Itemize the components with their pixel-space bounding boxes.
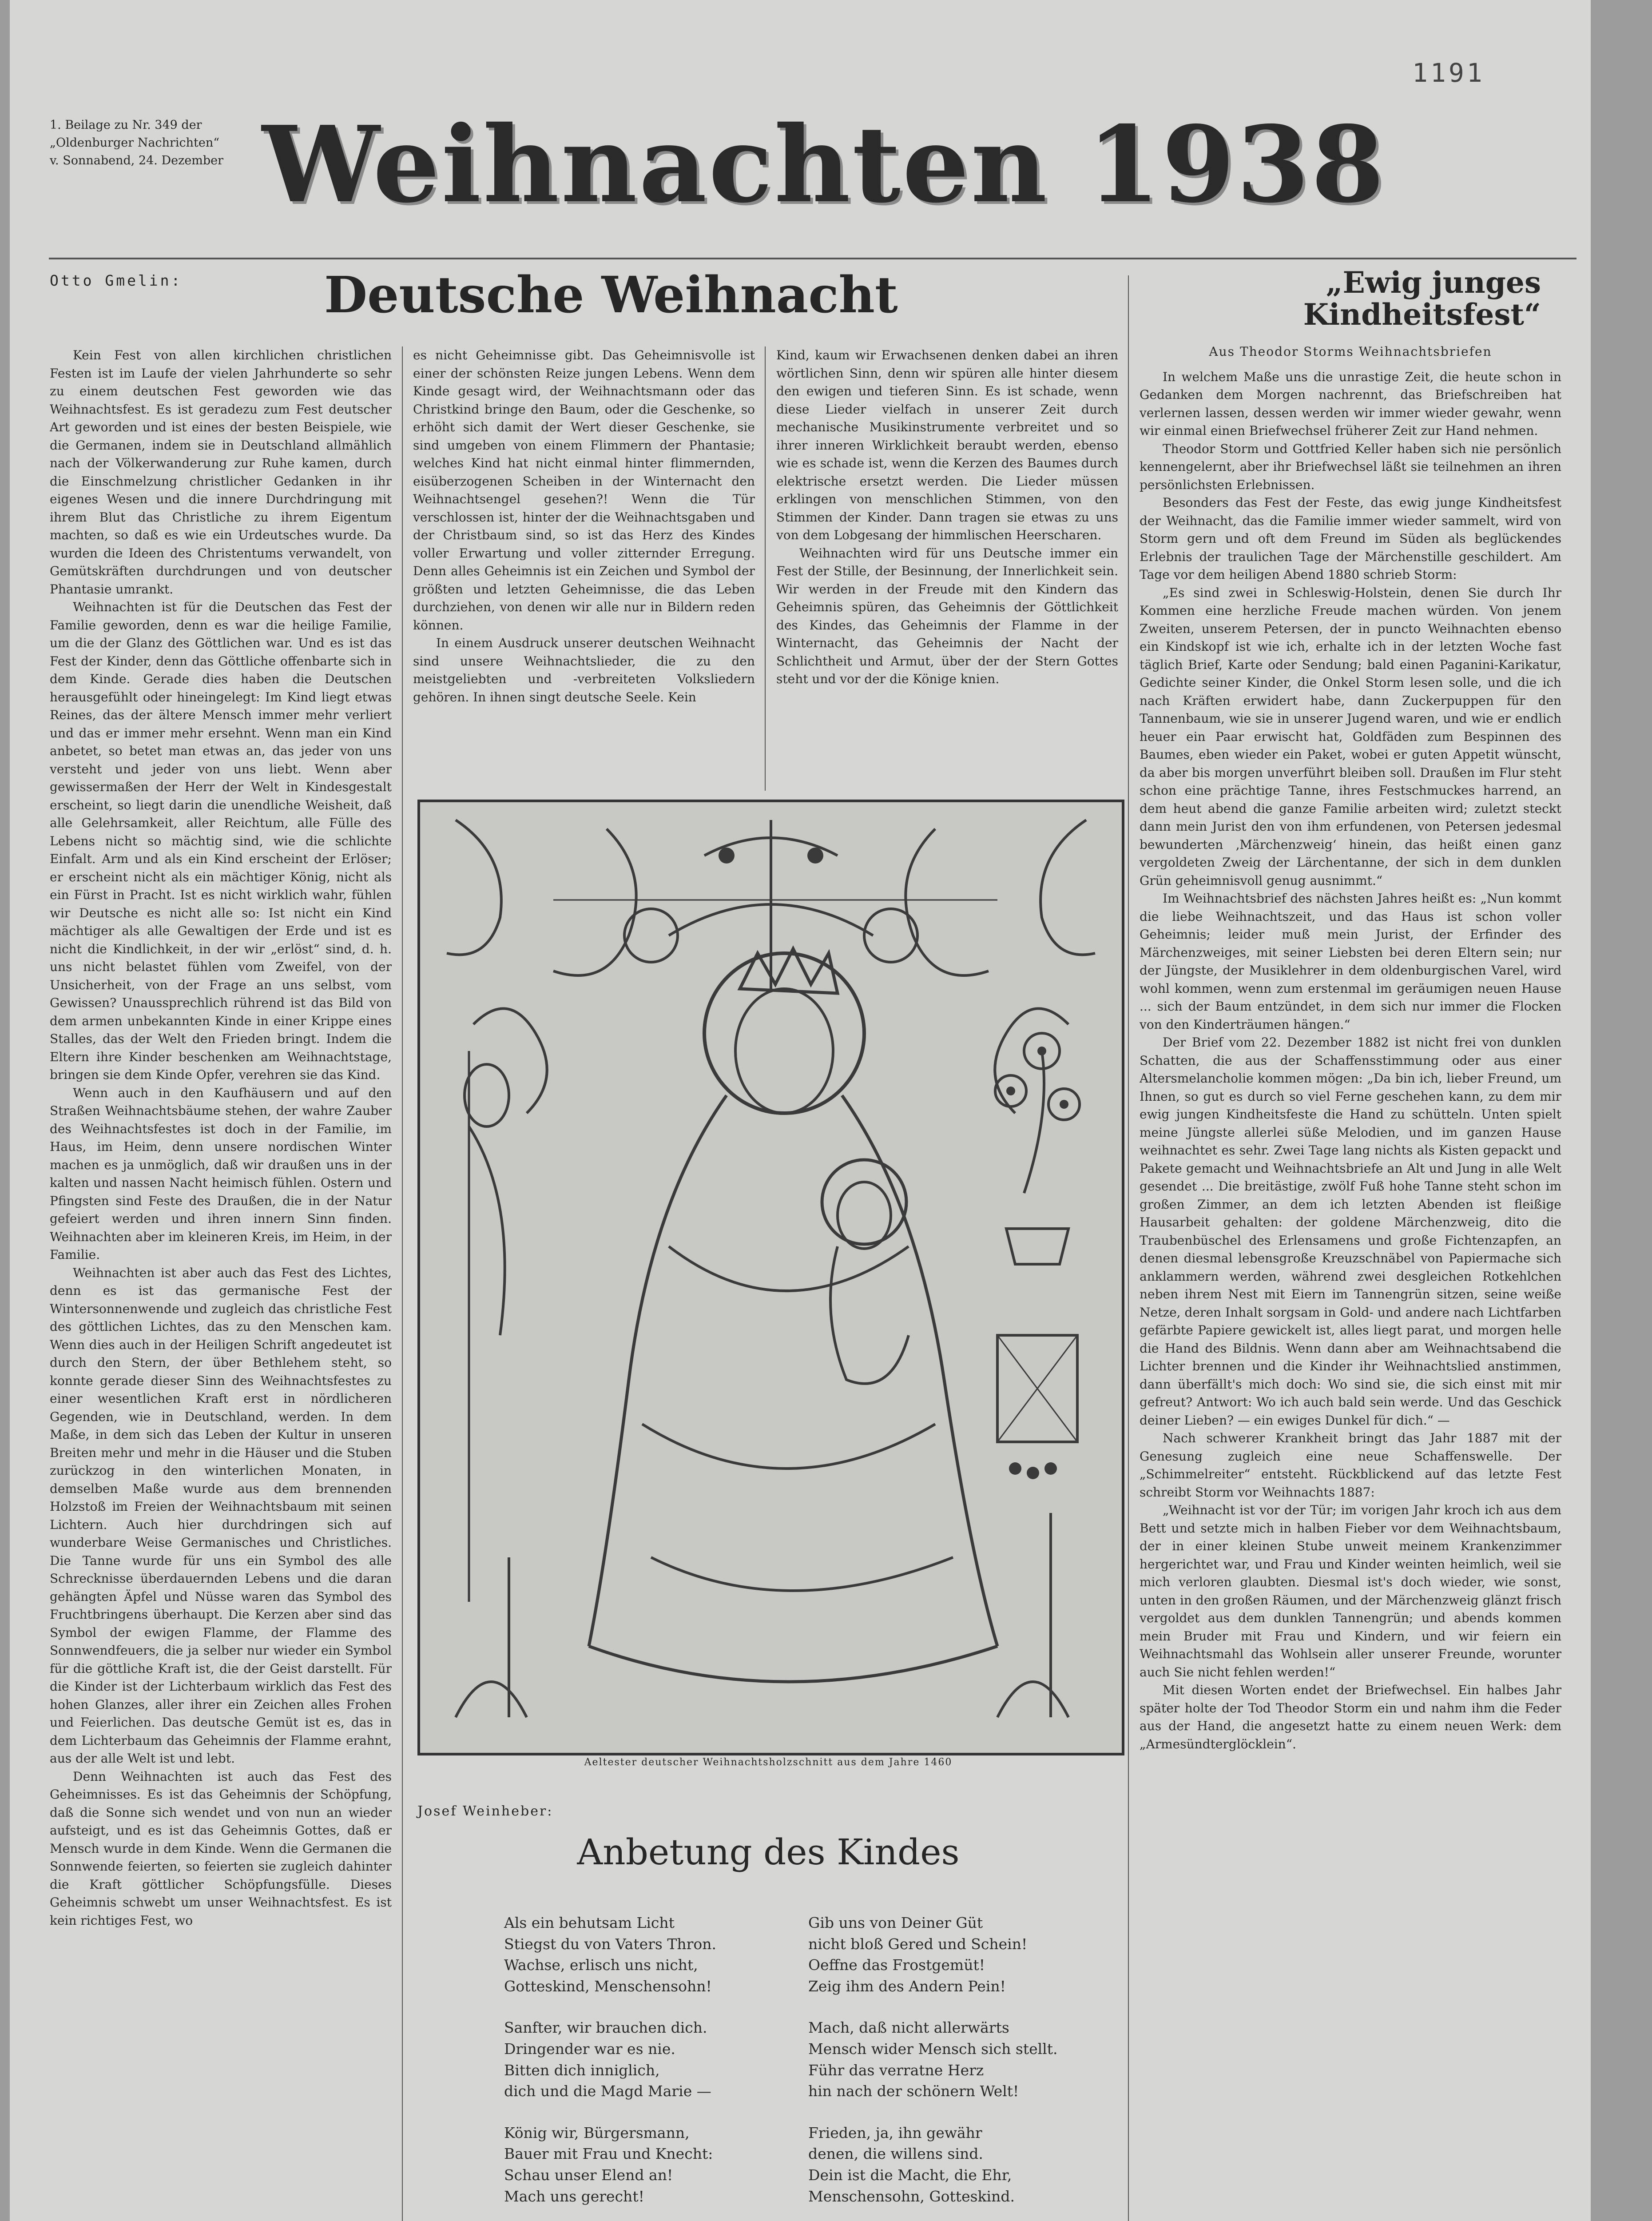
poem-stanza	[808, 2122, 1110, 2207]
article2-title	[1141, 267, 1541, 330]
poem-line: Menschensohn, Gotteskind.	[808, 2187, 1015, 2205]
poem-line: Sanfter, wir brauchen dich.	[504, 2019, 707, 2037]
article2-subtitle: Aus Theodor Storms Weihnachtsbriefen	[1209, 344, 1492, 359]
title-line: „Ewig junges	[1326, 265, 1541, 300]
poem-line: Mach, daß nicht allerwärts	[808, 2019, 1009, 2037]
article-paragraph: „Weihnacht ist vor der Tür; im vorigen Jahr kroch ich aus dem Bett und setzte mich in halben Fieber vor dem Weihnachtsbaum, der in einer kleinen Stube unweit meinem Krankenzimmer hergerichtet war, und Frau und Kinder weinten heimlich, weil sie mich verloren glaubten. Diesmal ist's doch wieder, wie sonst, unten in den großen Räumen, und der Märchenzweig glänzt frisch vergoldet aus dem dunklen Tannengrün; und abends kommen mein Bruder mit Frau und Kindern, und wir feiern ein Weihnachtsmahl das Wohlsein aller unserer Freunde, worunter auch Sie nicht fehlen werden!“	[1140, 1503, 1561, 1680]
supplement-line: v. Sonnabend, 24. Dezember	[50, 154, 224, 167]
poem-line: Bauer mit Frau und Knecht:	[504, 2145, 713, 2163]
poem-line: Wachse, erlisch uns nicht,	[504, 1956, 698, 1974]
poem-line: nicht bloß Gered und Schein!	[808, 1935, 1028, 1953]
poem-title: Anbetung des Kindes	[577, 1831, 960, 1873]
page-number: 1191	[1412, 58, 1485, 88]
poem-line: Stiegst du von Vaters Thron.	[504, 1935, 717, 1953]
article-paragraph: Weihnachten ist für die Deutschen das Fest der Familie geworden, denn es war die heilige Familie, um die der Glanz des Göttlichen war. Und es ist das Fest der Kinder, denn das Göttliche offenbarte sich in dem Kinde. Gerade dies haben die Deutschen herausgefühlt oder hineingelegt: Im Kind liegt etwas Reines, das der ältere Mensch immer mehr verliert und das er immer mehr ersehnt. Wenn man ein Kind anbetet, so betet man etwas an, das jeder von uns versteht und jeder von uns liebt. Wenn aber gewissermaßen der Herr der Welt in Kindesgestalt erscheint, so liegt darin die unendliche Weisheit, daß alle Gelehrsamkeit, aller Reichtum, alle Fülle des Lebens nicht so mächtig sind, wie die schlichte Einfalt. Arm und als ein Kind erscheint der Erlöser; er erscheint nicht als ein mächtiger König, nicht als ein Fürst in Pracht. Ist es nicht wirklich wahr, fühlen wir Deutsche es nicht alle so: Ist nicht ein Kind mächtiger als alle Gewaltigen der Erde und ist es nicht die Kindlichkeit, in der wir „erlöst“ sind, d. h. uns nicht belastet fühlen vom Zweifel, von der Unsicherheit, von der Frage an uns selbst, vom Gewissen? Unaussprechlich rührend ist das Bild von dem armen unbekannten Kinde in einer Krippe eines Stalles, das der Welt den Frieden bringt. Indem die Eltern ihre Kinder beschenken am Weihnachtstage, bringen sie dem Kinde Opfer, verehren sie das Kind.	[50, 600, 392, 1082]
article-column-2	[413, 346, 755, 791]
article-column-3	[776, 346, 1118, 791]
poem-line: Bitten dich inniglich,	[504, 2061, 660, 2079]
article-paragraph: Besonders das Fest der Feste, das ewig junge Kindheitsfest der Weihnacht, das die Familie immer wieder sammelt, wird von Storm gern und oft dem Freund im Süden als beglückendes Erlebnis der traulichen Tage der Märchenstille geschildert. Am Tage vor dem heiligen Abend 1880 schrieb Storm:	[1140, 495, 1561, 582]
poem-line: Mensch wider Mensch sich stellt.	[808, 2040, 1058, 2058]
poem-line: Frieden, ja, ihn gewähr	[808, 2124, 982, 2141]
article-paragraph: Kind, kaum wir Erwachsenen denken dabei an ihren wörtlichen Sinn, denn wir spüren alle hinter diesem den ewigen und tieferen Sinn. Es ist schade, wenn diese Lieder vielfach in unserer Zeit durch mechanische Musikinstrumente verbreitet und so ihrer inneren Wirklichkeit beraubt werden, ebenso wie es schade ist, wenn die Kerzen des Baumes durch elektrische ersetzt werden. Die Lieder müssen erklingen von menschlichen Stimmen, von den Stimmen der Kinder. Dann tragen sie etwas zu uns von dem Lobgesang der himmlischen Heerscharen.	[776, 348, 1118, 542]
poem-line: König wir, Bürgersmann,	[504, 2124, 690, 2141]
poem-line: denen, die willens sind.	[808, 2145, 983, 2163]
poem-line: dich und die Magd Marie —	[504, 2082, 711, 2100]
poem-author: Josef Weinheber:	[417, 1803, 553, 1819]
poem-line: Oeffne das Frostgemüt!	[808, 1956, 985, 1974]
madonna-woodcut-image	[420, 802, 1122, 1753]
supplement-line: 1. Beilage zu Nr. 349 der	[50, 118, 202, 132]
article-paragraph: Weihnachten wird für uns Deutsche immer ein Fest der Stille, der Besinnung, der Innerlichkeit sein. Wir werden in der Freude mit den Kindern das Geheimnis spüren, das Geheimnis der Göttlichkeit des Kindes, das Geheimnis der Flamme in der Winternacht, das Geheimnis der Nacht der Schlichtheit und Armut, über der der Stern Gottes steht und vor der die Könige knien.	[776, 545, 1118, 686]
article-title: Deutsche Weihnacht	[324, 266, 898, 324]
poem-line: Als ein behutsam Licht	[504, 1914, 675, 1931]
poem-line: Schau unser Elend an!	[504, 2166, 673, 2184]
poem-line: Dein ist die Macht, die Ehr,	[808, 2166, 1012, 2184]
column-divider	[765, 346, 766, 791]
article-author: Otto Gmelin:	[50, 272, 183, 289]
poem-line: Gotteskind, Menschensohn!	[504, 1977, 712, 1995]
poem-line: hin nach der schönern Welt!	[808, 2082, 1019, 2100]
supplement-info	[50, 116, 236, 170]
woodcut-illustration	[417, 800, 1124, 1755]
poem-line: Zeig ihm des Andern Pein!	[808, 1977, 1006, 1995]
poem-column-1	[504, 1912, 793, 2221]
article-paragraph: In einem Ausdruck unserer deutschen Weihnacht sind unsere Weihnachtslieder, die zu den meistgeliebten und -verbreiteten Volksliedern gehören. In ihnen singt deutsche Seele. Kein	[413, 636, 755, 705]
article-paragraph: es nicht Geheimnisse gibt. Das Geheimnisvolle ist einer der schönsten Reize jungen Lebens. Wenn dem Kinde gesagt wird, der Weihnachtsmann oder das Christkind bringe den Baum, oder die Geschenke, so erhöht sich damit der Wert dieser Geschenke, sie sind umgeben von einem Flimmern der Phantasie; welches Kind hat nicht einmal hinter flimmernden, eisüberzogenen Scheiben in der Winternacht den Weihnachtsengel gesehen?! Wenn die Tür verschlossen ist, hinter der die Weihnachtsgaben und der Christbaum sind, so ist das Herz des Kindes voller Erwartung und voller zitternder Erregung. Denn alles Geheimnis ist ein Zeichen und Symbol der größten und letzten Geheimnisse, die das Leben durchziehen, von denen wir alle nur in Bildern reden können.	[413, 348, 755, 633]
poem-stanza	[808, 1912, 1110, 1997]
poem-stanza	[504, 2122, 793, 2207]
article-paragraph: In welchem Maße uns die unrastige Zeit, die heute schon in Gedanken dem Morgen nachrennt, das Briefschreiben hat verlernen lassen, dessen werden wir immer wieder gewahr, wenn wir einmal einen Briefwechsel früherer Zeit zur Hand nehmen.	[1140, 369, 1561, 438]
title-line: Kindheitsfest“	[1303, 297, 1541, 332]
column-divider	[1128, 275, 1129, 2221]
poem-line: Gib uns von Deiner Güt	[808, 1914, 983, 1931]
poem-stanza	[504, 2017, 793, 2102]
article-paragraph: Wenn auch in den Kaufhäusern und auf den Straßen Weihnachtsbäume stehen, der wahre Zauber des Weihnachtsfestes ist doch in der Familie, im Haus, im Heim, denn unsere nordischen Winter machen es ja unmöglich, daß wir draußen uns in der kalten und nassen Nacht heimisch fühlen. Ostern und Pfingsten sind Feste des Draußen, die in der Natur gefeiert werden und ihren innern Sinn finden. Weihnachten aber im kleineren Kreis, im Heim, in der Familie.	[50, 1085, 392, 1262]
column-divider	[402, 346, 403, 2221]
masthead-title: Weihnachten 1938	[262, 103, 1386, 226]
header-rule	[49, 258, 1577, 259]
poem-column-2	[808, 1912, 1110, 2221]
poem-line: Führ das verratne Herz	[808, 2061, 984, 2079]
article-paragraph: Mit diesen Worten endet der Briefwechsel. Ein halbes Jahr später holte der Tod Theodor Storm ein und nahm ihm die Feder aus der Hand, die angesetzt hatte zu einem neuen Werk: dem „Armesündterglöcklein“.	[1140, 1683, 1561, 1751]
poem-stanza	[808, 2017, 1110, 2102]
article-paragraph: Denn Weihnachten ist auch das Fest des Geheimnisses. Es ist das Geheimnis der Schöpfung, daß die Sonne sich wendet und von nun an wieder aufsteigt, und es ist das Geheimnis Gottes, daß er Mensch wurde in dem Kinde. Wenn die Germanen die Sonnwende feierten, so feierten sie zugleich dahinter die Kraft göttlicher Schöpfungsfülle. Dieses Geheimnis schwebt um unser Weihnachtsfest. Es ist kein richtiges Fest, wo	[50, 1769, 392, 1928]
article-paragraph: Kein Fest von allen kirchlichen christlichen Festen ist im Laufe der vielen Jahrhunderte so sehr zu einem deutschen Fest geworden wie das Weihnachtsfest. Es ist geradezu zum Fest deutscher Art geworden und ist eines der besten Beispiele, wie die Germanen, indem sie in Deutschland allmählich nach der Völkerwanderung zur Ruhe kamen, durch die Einschmelzung christlicher Gedanken in ihr eigenes Wesen und die innere Durchdringung mit ihrem Blut das Christliche zu ihrem Eigentum machten, so daß es wie ein Urdeutsches wurde. Da wurden die Ideen des Christentums verwandelt, von Gemütskräften durchdrungen und von deutscher Phantasie umrankt.	[50, 348, 392, 597]
article-paragraph: „Es sind zwei in Schleswig-Holstein, denen Sie durch Ihr Kommen eine herzliche Freude machen würden. Von jenem Zweiten, unserem Petersen, der in puncto Weihnachten ebenso ein Kindskopf ist wie ich, erhalte ich in der letzten Woche fast täglich Brief, Karte oder Sendung; bald einen Paganini-Karikatur, Gedichte seiner Kinder, die Onkel Storm lesen solle, und die ich nach Kräften erwidert habe, dann Zuckerpuppen für den Tannenbaum, wie sie in unserer Jugend waren, und wie er endlich heuer ein Paar erwischt hat, Goldfäden zum Bespinnen des Baumes, eben wieder ein Paket, wobei er guten Appetit wünscht, da aber bis morgen unverführt bleiben soll. Draußen im Flur steht schon eine prächtige Tanne, ihres Festschmuckes harrend, an dem heut abend die ganze Familie arbeiten wird; zuletzt steckt dann mein Jurist den von ihm erfundenen, von Petersen jedesmal bewunderten ‚Märchenzweig‘ hinein, das heißt einen ganz vergoldeten Zweig der Lärchentanne, der sich in dem dunklen Grün geheimnisvoll genug ausnimmt.“	[1140, 585, 1561, 888]
article-paragraph: Nach schwerer Krankheit bringt das Jahr 1887 mit der Genesung zugleich eine neue Schaffenswelle. Der „Schimmelreiter“ entsteht. Rückblickend auf das letzte Fest schreibt Storm vor Weihnachts 1887:	[1140, 1431, 1561, 1500]
poem-stanza	[504, 1912, 793, 1997]
article-paragraph: Der Brief vom 22. Dezember 1882 ist nicht frei von dunklen Schatten, die aus der Schaffensstimmung oder aus einer Altersmelancholie kommen mögen: „Da bin ich, lieber Freund, um Ihnen, so gut es durch so viel Ferne geschehen kann, zu dem mir ewig jungen Kindheitsfeste die Hand zu schütteln. Unten spielt meine Jüngste allerlei süße Melodien, und im ganzen Hause weihnachtet es sehr. Zwei Tage lang nichts als Kisten gepackt und Pakete gemacht und Weihnachtsbriefe an Alt und Jung in alle Welt gesendet ... Die breitästige, zwölf Fuß hohe Tanne steht schon im großen Zimmer, an dem ich letzten Abenden ist fleißige Hausarbeit gehalten: der goldene Märchenzweig, dito die Traubenbüschel des Erlensamens und große Fichtenzapfen, an denen diesmal lebensgroße Kreuzschnäbel von Papiermache sich anklammern werden, während zwei desgleichen Rotkehlchen neben ihrem Nest mit Eiern im Tannengrün sitzen, seine weiße Netze, deren Inhalt sorgsam in Gold- und andere nach Lichtfarben gefärbte Papiere gewickelt ist, alles liegt parat, und morgen helle die Hand des Bildnis. Wenn dann aber am Weihnachtsabend die Lichter brennen und die Kinder ihr Weihnachtslied anstimmen, dann überfällt's mich doch: Wo sind sie, die sich einst mit mir gefreut? Antwort: Wo ich auch bald sein werde. Und das Geschick deiner Lieben? — ein ewiges Dunkel für dich.“ —	[1140, 1035, 1561, 1428]
poem-line: Mach uns gerecht!	[504, 2187, 644, 2205]
article-column-1	[50, 346, 392, 2221]
poem-line: Dringender war es nie.	[504, 2040, 675, 2058]
article-column-4	[1140, 342, 1561, 2221]
article-paragraph: Theodor Storm und Gottfried Keller haben sich nie persönlich kennengelernt, aber ihr Briefwechsel läßt sie teilnehmen an ihren persönlichsten Erlebnissen.	[1140, 441, 1561, 492]
image-caption: Aeltester deutscher Weihnachtsholzschnitt aus dem Jahre 1460	[584, 1757, 953, 1768]
article-paragraph: Weihnachten ist aber auch das Fest des Lichtes, denn es ist das germanische Fest der Wintersonnenwende und zugleich das christliche Fest des göttlichen Lichtes, das zu den Menschen kam. Wenn dies auch in der Heiligen Schrift angedeutet ist durch den Stern, der über Bethlehem steht, so konnte gerade dieser Sinn des Weihnachtsfestes zu einer wesentlichen Kraft erst in nördlicheren Gegenden, wie in Deutschland, werden. In dem Maße, in dem sich das Leben der Kultur in unseren Breiten mehr und mehr in die Häuser und die Stuben zurückzog in den winterlichen Monaten, in demselben Maße wurde aus dem brennenden Holzstoß im Freien der Weihnachtsbaum mit seinen Lichtern. Auch hier durchdringen sich auf wunderbare Weise Germanisches und Christliches. Die Tanne wurde für uns ein Symbol des alle Schrecknisse überdauernden Lebens und die daran gehängten Äpfel und Nüsse waren das Symbol des Fruchtbringens überhaupt. Die Kerzen aber sind das Symbol der ewigen Flamme, der Flamme des Sonnwendfeuers, die ja selber nur wieder ein Symbol für die göttliche Kraft ist, die der Geist darstellt. Für die Kinder ist der Lichterbaum wirklich das Fest des hohen Glanzes, aller ihrer ein Zeichen alles Frohen und Feierlichen. Das deutsche Gemüt ist es, das in dem Lichterbaum das Geheimnis der Flamme erahnt, aus der alle Welt ist und lebt.	[50, 1265, 392, 1766]
supplement-line: „Oldenburger Nachrichten“	[50, 136, 220, 150]
article-paragraph: Im Weihnachtsbrief des nächsten Jahres heißt es: „Nun kommt die liebe Weihnachtszeit, und das Haus ist schon voller Geheimnis; leider muß mein Jurist, der Erfinder des Märchenzweiges, mit seiner Liebsten bei deren Eltern sein; nur der Jüngste, der Musiklehrer in dem oldenburgischen Varel, wird wohl kommen, wenn zum erstenmal im geräumigen neuen Hause ... sich der Baum entzündet, in dem sich nur immer die Flocken von den Kinderträumen hängen.“	[1140, 891, 1561, 1032]
